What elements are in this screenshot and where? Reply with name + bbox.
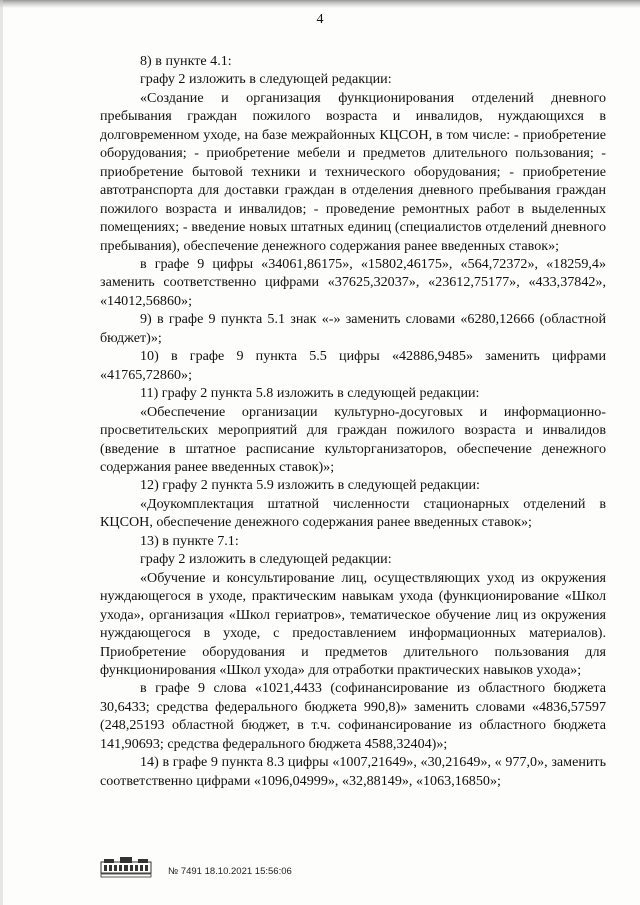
paragraph: 12) графу 2 пункта 5.9 изложить в следующей редакции:: [140, 477, 480, 494]
paragraph: 13) в пункте 7.1:: [140, 532, 239, 549]
paragraph: в графе 9 цифры «34061,86175», «15802,46175», «564,72372», «18259,4» заменить соответственно цифрами «37625,32037», «23612,75177», «433,37842», «14012,56860»;: [100, 255, 606, 309]
paragraph: «Создание и организация функционирования отделений дневного пребывания граждан пожилого возраста и инвалидов, нуждающихся в долговременном уходе, на базе межрайонных КЦСОН, в том числе: - приобретение оборудования; - приобретение мебели и предметов длительного пользования; - приобретение бытовой техники и технического оборудования; - приобретение автотранспорта для доставки граждан в отделения дневного пребывания граждан пожилого возраста и инвалидов; - проведение ремонтных работ в выделенных помещениях; - введение новых штатных единиц (специалистов отделений дневного пребывания), обеспечение денежного содержания ранее введенных ставок»;: [100, 89, 606, 254]
paragraph: графу 2 изложить в следующей редакции:: [140, 71, 392, 88]
scan-left-edge: [0, 0, 3, 905]
building-logo-icon: [100, 856, 152, 878]
document-body: [100, 52, 606, 790]
paragraph: «Обеспечение организации культурно-досуговых и информационно-просветительских мероприятий для граждан пожилого возраста и инвалидов (введение в штатное расписание культорганизаторов, обеспечение денежного содержания ранее введенных ставок)»;: [100, 403, 606, 475]
scan-top-edge: [0, 0, 640, 8]
paragraph: в графе 9 слова «1021,4433 (софинансирование из областного бюджета 30,6433; средства федерального бюджета 990,8)» заменить словами «4836,57597 (248,25193 областной бюджет, в т.ч. софинансирование из областного бюджета 141,90693; средства федерального бюджета 4588,32404)»;: [100, 680, 606, 752]
paragraph: 10) в графе 9 пункта 5.5 цифры «42886,9485» заменить цифрами «41765,72860»;: [100, 348, 606, 383]
paragraph: 9) в графе 9 пункта 5.1 знак «-» заменить словами «6280,12666 (областной бюджет)»;: [100, 311, 606, 346]
paragraph: графу 2 изложить в следующей редакции:: [140, 551, 392, 568]
paragraph: «Обучение и консультирование лиц, осуществляющих уход из окружения нуждающегося в уходе, практическим навыкам ухода (функционирование «Школ ухода», организация «Школ гериатров», тематическое обучение лиц из окружения нуждающегося в уходе, с предоставлением информационных материалов). Приобретение оборудования и предметов длительного пользования для функционирования «Школ ухода» для отработки практических навыков ухода»;: [100, 569, 606, 678]
paragraph: 14) в графе 9 пункта 8.3 цифры «1007,21649», «30,21649», « 977,0», заменить соответственно цифрами «1096,04999», «32,88149», «1063,16850»;: [100, 754, 606, 789]
paragraph: 11) графу 2 пункта 5.8 изложить в следующей редакции:: [140, 385, 480, 402]
page-number: 4: [316, 12, 324, 27]
paragraph: 8) в пункте 4.1:: [140, 53, 232, 69]
paragraph: «Доукомплектация штатной численности стационарных отделений в КЦСОН, обеспечение денежного содержания ранее введенных ставок»;: [100, 495, 606, 531]
registration-stamp: № 7491 18.10.2021 15:56:06: [168, 866, 292, 877]
